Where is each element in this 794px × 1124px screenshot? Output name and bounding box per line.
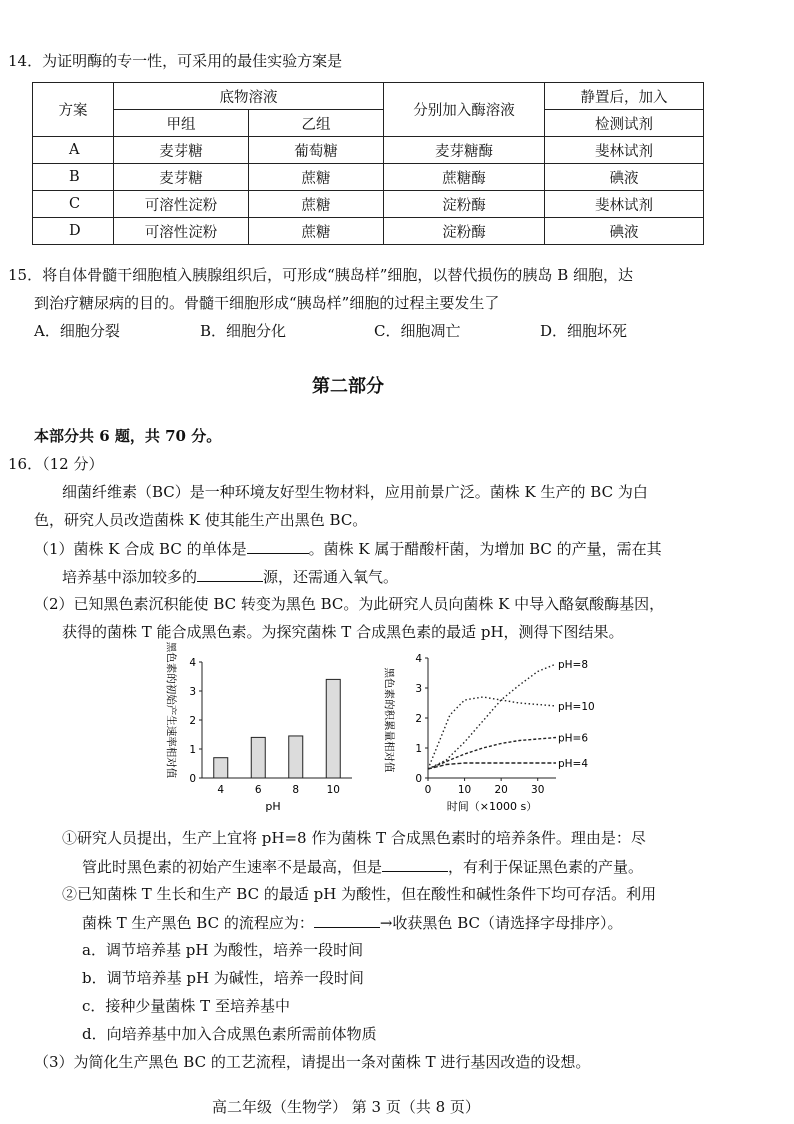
line-chart-xtick-label: 0 — [424, 784, 432, 796]
table-row — [33, 164, 704, 191]
table-row — [33, 191, 704, 218]
answer-blank[interactable] — [247, 537, 309, 554]
cell: 可溶性淀粉 — [114, 191, 249, 218]
q16-c1-line1: ①研究人员提出，生产上宜将 pH=8 作为菌株 T 合成黑色素时的培养条件。理由是：尽 — [62, 829, 646, 847]
cell: 蔗糖 — [249, 218, 384, 245]
series-line — [428, 664, 556, 769]
q16-sub1-line1 — [34, 537, 662, 560]
table-row — [33, 218, 704, 245]
th-detect-1: 静置后，加入 — [545, 83, 704, 110]
line-chart-ytick-label: 2 — [415, 713, 422, 725]
cell: 斐林试剂 — [545, 137, 704, 164]
line-chart-xtick-label: 20 — [494, 784, 508, 796]
cell: 斐林试剂 — [545, 191, 704, 218]
q16-sub3: （3）为简化生产黑色 BC 的工艺流程，请提出一条对菌株 T 进行基因改造的设想。 — [34, 1053, 591, 1071]
line-chart-xlabel: 时间（×1000 s） — [446, 800, 538, 813]
cell: 蔗糖酶 — [384, 164, 545, 191]
q14-stem: 14．为证明酶的专一性，可采用的最佳实验方案是 — [8, 52, 343, 70]
bar-chart-xlabel: pH — [265, 800, 281, 813]
part2-intro: 本部分共 6 题，共 70 分。 — [34, 427, 222, 445]
page-footer: 高二年级（生物学） 第 3 页（共 8 页） — [212, 1098, 480, 1116]
series-label: pH=6 — [558, 732, 589, 745]
cell: 碘液 — [545, 164, 704, 191]
cell: 麦芽糖 — [114, 137, 249, 164]
q16-c1-text-b: 管此时黑色素的初始产生速率不是最高，但是 — [82, 858, 383, 876]
th-scheme: 方案 — [33, 83, 114, 137]
answer-blank[interactable] — [197, 565, 263, 582]
q16-c2-text-b: 菌株 T 生产黑色 BC 的流程应为： — [82, 914, 314, 932]
series-label: pH=10 — [558, 701, 595, 713]
line-chart-ytick-label: 0 — [415, 773, 422, 785]
cell: 葡萄糖 — [249, 137, 384, 164]
figure-charts — [140, 641, 595, 816]
q16-para-2: 色，研究人员改造菌株 K 使其能生产出黑色 BC。 — [34, 511, 368, 529]
th-detect-2: 检测试剂 — [545, 110, 704, 137]
bar-chart — [165, 642, 352, 813]
q15-option-b: B．细胞分化 — [200, 322, 287, 340]
line-chart-xtick-label: 30 — [531, 784, 545, 796]
bar-chart-xtick-label: 8 — [292, 784, 300, 796]
q16-sub2-line1: （2）已知黑色素沉积能使 BC 转变为黑色 BC。为此研究人员向菌株 K 中导入酪氨酸酶基因， — [34, 595, 665, 613]
line-chart-xtick-label: 10 — [457, 784, 472, 796]
q16-header: 16．（12 分） — [8, 455, 104, 473]
q16-c1-line2 — [82, 855, 643, 878]
cell: A — [33, 137, 114, 164]
cell: C — [33, 191, 114, 218]
q16-choice-d: d．向培养基中加入合成黑色素所需前体物质 — [82, 1025, 377, 1043]
bar — [326, 679, 340, 778]
cell: 麦芽糖 — [114, 164, 249, 191]
series-label: pH=4 — [558, 758, 589, 770]
cell: 麦芽糖酶 — [384, 137, 545, 164]
line-chart-ytick-label: 4 — [415, 653, 422, 665]
cell: 蔗糖 — [249, 191, 384, 218]
q16-c2-line2 — [82, 911, 622, 934]
part2-title: 第二部分 — [312, 376, 384, 397]
cell: B — [33, 164, 114, 191]
answer-blank[interactable] — [382, 855, 448, 872]
q16-c1-text-c: ，有利于保证黑色素的产量。 — [448, 858, 644, 876]
th-substrate: 底物溶液 — [114, 83, 384, 110]
q15-stem-line1: 15．将自体骨髓干细胞植入胰腺组织后，可形成“胰岛样”细胞，以替代损伤的胰岛 B 细胞，达 — [8, 266, 633, 284]
q15-option-d: D．细胞坏死 — [540, 322, 628, 340]
th-enzyme: 分别加入酶溶液 — [384, 83, 545, 137]
bar-chart-xtick-label: 10 — [326, 784, 340, 796]
line-chart — [383, 653, 595, 813]
q16-sub1-line2 — [62, 565, 398, 588]
q15-option-c: C．细胞凋亡 — [374, 322, 461, 340]
cell: 蔗糖 — [249, 164, 384, 191]
q16-choice-b: b．调节培养基 pH 为碱性，培养一段时间 — [82, 969, 364, 987]
bar-chart-ytick-label: 2 — [189, 715, 196, 727]
q16-choice-a: a．调节培养基 pH 为酸性，培养一段时间 — [82, 941, 364, 959]
q15-stem-line2: 到治疗糖尿病的目的。骨髓干细胞形成“胰岛样”细胞的过程主要发生了 — [34, 294, 500, 312]
th-group-a: 甲组 — [114, 110, 249, 137]
q15-option-a: A．细胞分裂 — [34, 322, 120, 340]
q16-choice-c: c．接种少量菌株 T 至培养基中 — [82, 997, 290, 1015]
series-line — [428, 697, 556, 769]
bar-chart-xtick-label: 4 — [217, 784, 225, 796]
bar-chart-ytick-label: 1 — [189, 744, 196, 756]
bar-chart-ytick-label: 3 — [189, 686, 196, 698]
q16-sub1-text-d: 源，还需通入氧气。 — [263, 568, 399, 586]
bar-chart-ytick-label: 4 — [189, 657, 196, 669]
line-chart-ylabel: 黑色素的积累量相对值 — [383, 667, 395, 773]
q16-sub1-text-c: 培养基中添加较多的 — [62, 568, 198, 586]
q14-table — [32, 82, 704, 245]
q16-sub2-line2: 获得的菌株 T 能合成黑色素。为探究菌株 T 合成黑色素的最适 pH，测得下图结果。 — [62, 623, 624, 641]
answer-blank[interactable] — [314, 911, 380, 928]
q16-sub1-text-b: 。菌株 K 属于醋酸杆菌，为增加 BC 的产量，需在其 — [308, 540, 662, 558]
table-row — [33, 137, 704, 164]
bar — [251, 737, 265, 778]
q16-c2-line1: ②已知菌株 T 生长和生产 BC 的最适 pH 为酸性，但在酸性和碱性条件下均可存活。利用 — [62, 885, 657, 903]
q16-sub1-text-a: （1）菌株 K 合成 BC 的单体是 — [34, 540, 247, 558]
line-chart-ytick-label: 3 — [415, 683, 422, 695]
cell: 可溶性淀粉 — [114, 218, 249, 245]
q16-para-1: 细菌纤维素（BC）是一种环境友好型生物材料，应用前景广泛。菌株 K 生产的 BC 为白 — [62, 483, 648, 501]
bar — [289, 736, 303, 778]
bar-chart-xtick-label: 6 — [254, 784, 262, 796]
cell: 淀粉酶 — [384, 218, 545, 245]
line-chart-ytick-label: 1 — [415, 743, 422, 755]
bar — [214, 758, 228, 778]
bar-chart-ytick-label: 0 — [189, 773, 196, 785]
series-label: pH=8 — [558, 659, 589, 671]
series-line — [428, 763, 556, 769]
cell: 碘液 — [545, 218, 704, 245]
th-group-b: 乙组 — [249, 110, 384, 137]
q16-c2-text-c: →收获黑色 BC（请选择字母排序）。 — [379, 914, 623, 932]
cell: 淀粉酶 — [384, 191, 545, 218]
bar-chart-ylabel: 黑色素的初始产生速率相对值 — [165, 641, 177, 779]
cell: D — [33, 218, 114, 245]
